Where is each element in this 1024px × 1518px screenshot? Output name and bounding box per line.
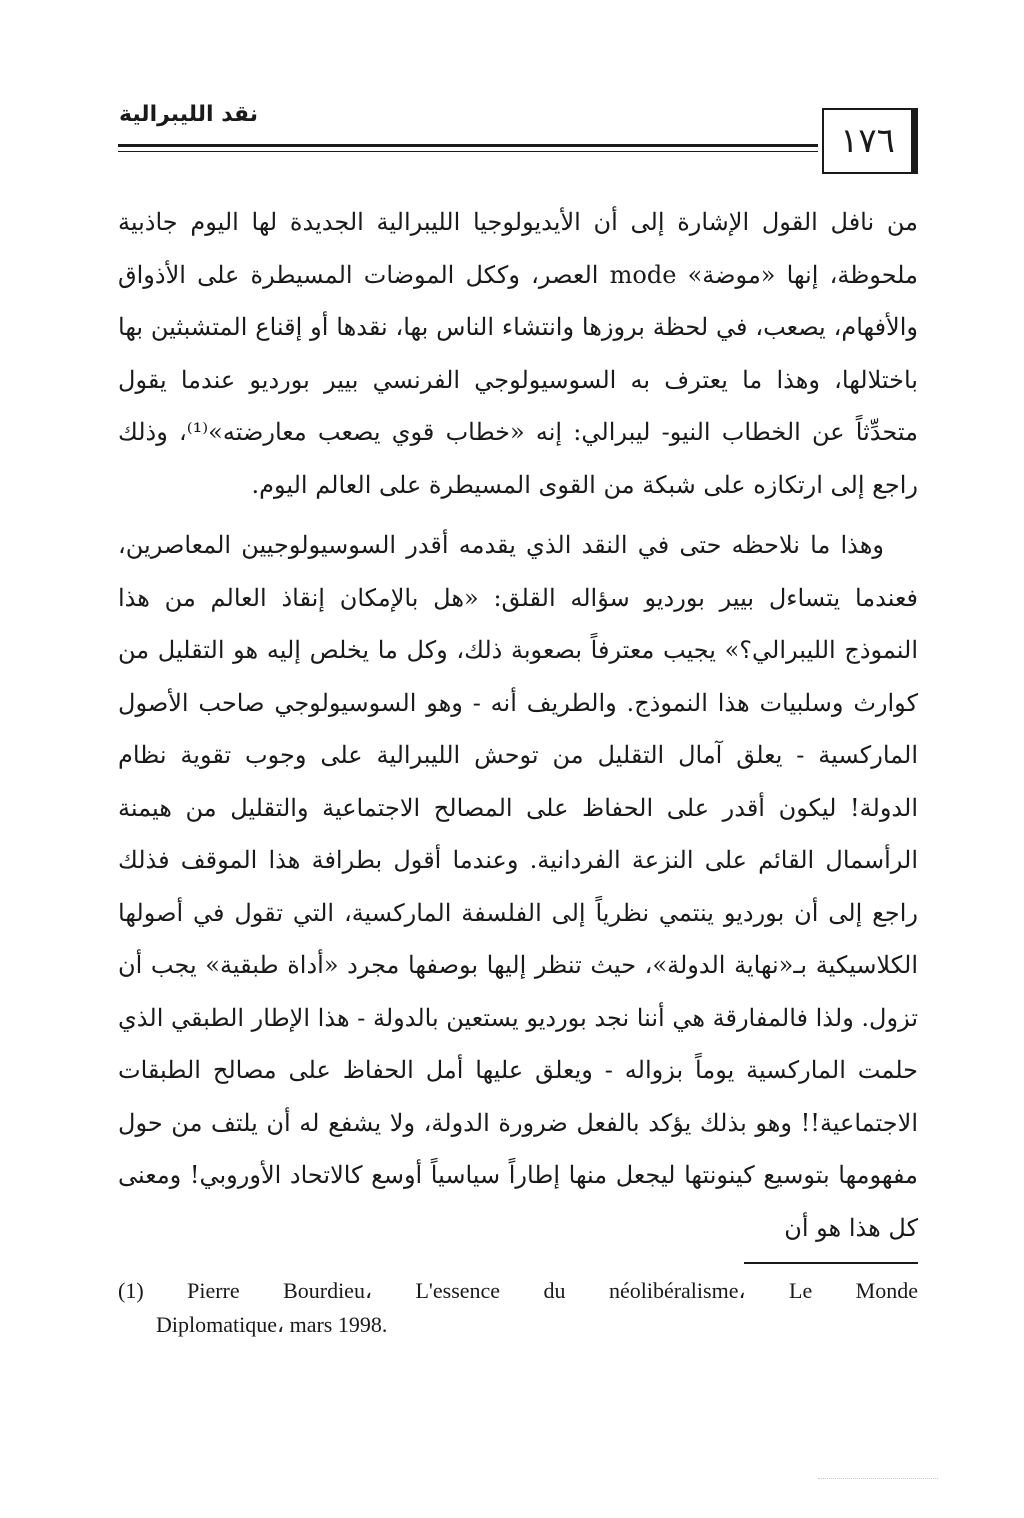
footnote-separator [744, 1262, 918, 1264]
header-rule-thin [118, 151, 818, 152]
page-header [118, 100, 918, 180]
footnote [118, 1274, 918, 1342]
paragraph-2: وهذا ما نلاحظه حتى في النقد الذي يقدمه أقدر السوسيولوجيين المعاصرين، فعندما يتساءل بيير بورديو سؤاله القلق: «هل بالإمكان إنقاذ العالم من هذا النموذج الليبرالي؟» يجيب معترفاً بصعوبة ذلك، وكل ما يخلص إليه هو التقليل من كوارث وسلبيات هذا النموذج. والطريف أنه - وهو السوسيولوجي صاحب الأصول الماركسية - يعلق آمال التقليل من توحش الليبرالية على وجوب تقوية نظام الدولة! ليكون أقدر على الحفاظ على المصالح الاجتماعية والتقليل من هيمنة الرأسمال القائم على النزعة الفردانية. وعندما أقول بطرافة هذا الموقف فذلك راجع إلى أن بورديو ينتمي نظرياً إلى الفلسفة الماركسية، التي تقول في أصولها الكلاسيكية بـ«نهاية الدولة»، حيث تنظر إليها بوصفها مجرد «أداة طبقية» يجب أن تزول. ولذا فالمفارقة هي أننا نجد بورديو يستعين بالدولة - هذا الإطار الطبقي الذي حلمت الماركسية يوماً بزواله - ويعلق عليها أمل الحفاظ على مصالح الطبقات الاجتماعية!! وهو بذلك يؤكد بالفعل ضرورة الدولة، ولا يشفع له أن يلتف من حول مفهومها بتوسيع كينونتها ليجعل منها إطاراً سياسياً أوسع كالاتحاد الأوروبي! ومعنى كل هذا هو أن [118, 531, 918, 1242]
page-number-box [822, 108, 918, 174]
footnote-line-2: Diplomatique، mars 1998. [156, 1312, 388, 1337]
running-title: نقد الليبرالية [118, 102, 258, 127]
body-text [118, 196, 918, 1254]
header-rule-thick [118, 144, 818, 147]
page-number: ١٧٦ [840, 121, 895, 161]
footnote-line-1: (1) Pierre Bourdieu، L'essence du néolibéralisme، Le Monde [118, 1278, 918, 1303]
paragraph-1: من نافل القول الإشارة إلى أن الأيديولوجيا الليبرالية الجديدة لها اليوم جاذبية ملحوظة، إنها «موضة» mode العصر، وككل الموضات المسيطرة على الأذواق والأفهام، يصعب، في لحظة بروزها وانتشاء الناس بها، نقدها أو إقناع المتشبثين بها باختلالها، وهذا ما يعترف به السوسيولوجي الفرنسي بيير بورديو عندما يقول متحدِّثاً عن الخطاب النيو- ليبرالي: إنه «خطاب قوي يصعب معارضته»⁽¹⁾، وذلك راجع إلى ارتكازه على شبكة من القوى المسيطرة على العالم اليوم. [118, 208, 918, 499]
scan-speck [818, 1478, 938, 1480]
